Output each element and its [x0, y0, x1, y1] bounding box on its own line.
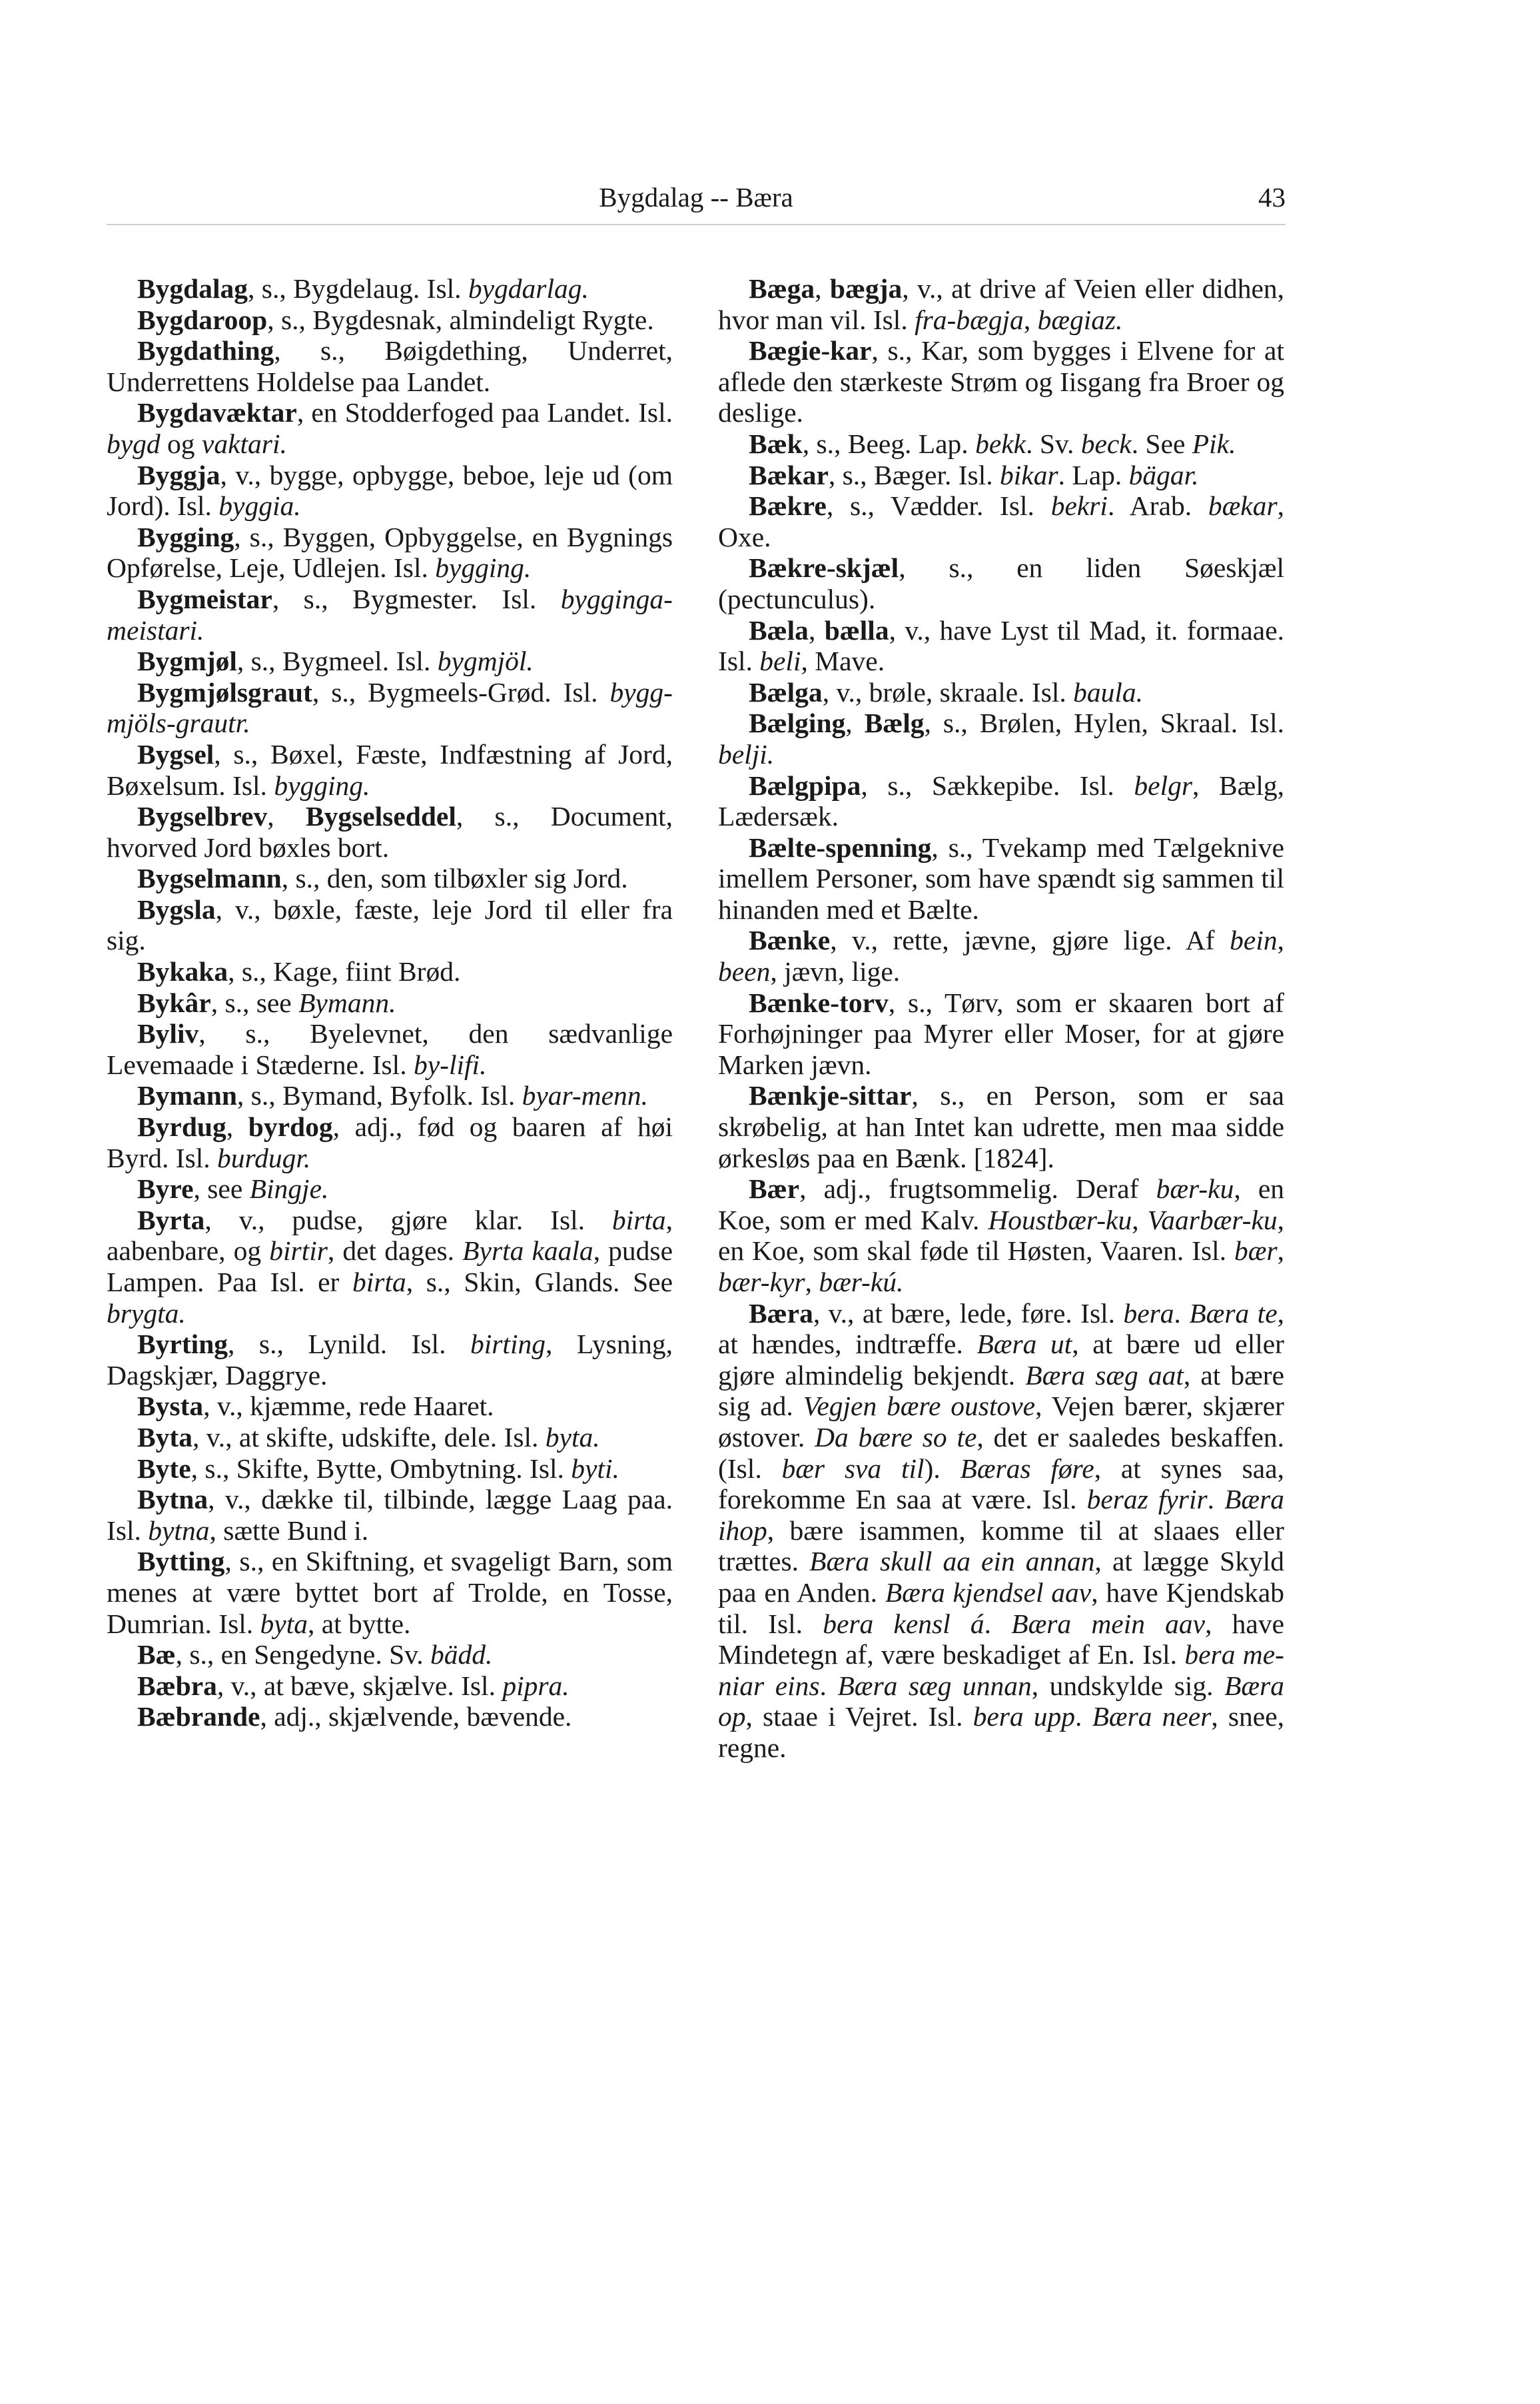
entry-headword: Bækre — [749, 490, 827, 522]
entry-text: , at lægge Skyld paa en Anden. — [718, 1546, 1284, 1608]
dictionary-entry — [718, 708, 1284, 770]
entry-italic-text: bekk — [975, 428, 1026, 459]
entry-text: . — [1075, 1701, 1092, 1732]
entry-italic-text: vaktari. — [201, 428, 287, 459]
entry-headword: Byrting — [137, 1329, 228, 1360]
dictionary-entry — [107, 1701, 673, 1732]
dictionary-entry — [107, 894, 673, 956]
entry-italic-text: fra-bægja — [915, 304, 1024, 335]
entry-headword: Bygdaroop — [137, 304, 268, 335]
dictionary-entry — [107, 677, 673, 739]
dictionary-entry — [107, 1329, 673, 1391]
entry-headword: Bygging — [137, 521, 234, 552]
entry-text: , v., bygge, opbygge, beboe, leje ud (om Jord). Isl. — [107, 459, 673, 522]
dictionary-entry — [107, 1422, 673, 1453]
dictionary-entry — [107, 273, 673, 304]
entry-headword: Byliv — [137, 1018, 199, 1049]
entry-text: , jævn, lige. — [770, 956, 901, 987]
entry-text: , s., Bygmester. Isl. — [272, 583, 561, 614]
dictionary-entry — [107, 1018, 673, 1080]
entry-text: , s., Bøigdething, Underret, Underrettens Holdelse paa Landet. — [107, 335, 673, 397]
entry-italic-text: birting — [470, 1329, 546, 1360]
entry-text: . — [1207, 1484, 1225, 1515]
entry-text: , — [1023, 304, 1038, 335]
entry-italic-text: byti. — [571, 1453, 619, 1484]
entry-headword: Bælte-spenning — [749, 832, 932, 863]
entry-headword: Byggja — [137, 459, 220, 490]
entry-text: , — [267, 801, 306, 832]
dictionary-entry — [107, 335, 673, 397]
entry-italic-text: Bæra sæg unnan — [837, 1670, 1032, 1701]
dictionary-entry — [718, 428, 1284, 460]
entry-italic-text: bägar. — [1128, 459, 1199, 490]
entry-headword: Bytting — [137, 1546, 225, 1577]
entry-text: , en Stodderfoged paa Landet. Isl. — [296, 397, 673, 428]
entry-italic-text: Bæra sæg aat — [1025, 1359, 1184, 1391]
entry-text: , — [845, 708, 865, 739]
entry-text: , — [1277, 925, 1284, 956]
entry-text: , s., Beeg. Lap. — [802, 428, 976, 459]
entry-italic-text: byggia. — [218, 490, 301, 522]
entry-headword: Bækre-skjæl — [749, 552, 899, 584]
entry-text: , adj., fød og baaren af høi Byrd. Isl. — [107, 1111, 673, 1173]
dictionary-entry — [107, 397, 673, 459]
entry-headword: Bygmjøl — [137, 646, 237, 677]
entry-headword: Bykaka — [137, 956, 228, 987]
left-column — [107, 273, 673, 1732]
entry-text: , s., en Sengedyne. Sv. — [175, 1639, 430, 1670]
entry-headword: Byte — [137, 1453, 191, 1484]
dictionary-entry — [107, 1546, 673, 1639]
entry-italic-text: bær-kyr — [718, 1267, 805, 1297]
entry-headword: Bænkje-sittar — [749, 1080, 912, 1111]
entry-italic-text: Byrta kaala — [462, 1235, 593, 1267]
entry-text: , Bælg, Lædersæk. — [718, 770, 1284, 832]
entry-text: , det dages. — [327, 1235, 463, 1267]
entry-text: , s., en liden Søeskjæl (pectunculus). — [718, 552, 1284, 614]
entry-text: , — [815, 273, 830, 304]
entry-text: . Lap. — [1058, 459, 1129, 490]
entry-text: , det er saaledes beskaffen. (Isl. — [718, 1421, 1284, 1484]
entry-text: , Vejen bærer, skjærer østover. — [718, 1391, 1284, 1453]
entry-text: , Lysning, Dagskjær, Daggrye. — [107, 1329, 673, 1391]
entry-italic-text: bær sva til — [781, 1453, 925, 1484]
entry-italic-text: bein — [1230, 925, 1278, 956]
entry-headword: bælla — [824, 614, 889, 646]
entry-italic-text: been — [718, 956, 771, 987]
dictionary-entry — [718, 1080, 1284, 1173]
entry-italic-text: Bæra neer — [1092, 1701, 1212, 1732]
page-number: 43 — [1258, 182, 1286, 213]
entry-text: , have Kjendskab til. Isl. — [718, 1576, 1284, 1639]
entry-italic-text: bera meniar eins — [718, 1639, 1284, 1701]
entry-headword: Bygdalag — [137, 273, 248, 304]
entry-headword: Bælging — [749, 708, 846, 739]
entry-text: , bære isammen, komme til at slaaes eller trættes. — [718, 1514, 1284, 1577]
entry-italic-text: Bæra mein aav — [1011, 1608, 1206, 1639]
dictionary-entry — [718, 490, 1284, 552]
entry-text: , staae i Vejret. Isl. — [745, 1701, 973, 1732]
entry-text: , s., Skin, Glands. See — [406, 1267, 673, 1297]
dictionary-entry — [107, 304, 673, 336]
entry-text: . — [1174, 1297, 1190, 1329]
entry-italic-text: bera — [1123, 1297, 1174, 1329]
entry-text: , v., pudse, gjøre klar. Isl. — [204, 1204, 612, 1235]
dictionary-entry — [718, 273, 1284, 335]
entry-headword: Bæk — [749, 428, 803, 459]
dictionary-entry — [107, 956, 673, 987]
entry-text: , undskylde sig. — [1031, 1670, 1225, 1701]
entry-text: , s., Bygdelaug. Isl. — [248, 273, 468, 304]
entry-text: . See — [1131, 428, 1192, 459]
entry-text: , v., dække til, tilbinde, lægge Laag paa. Isl. — [107, 1484, 673, 1546]
entry-italic-text: birtir — [269, 1235, 328, 1267]
entry-italic-text: Bingje. — [249, 1173, 329, 1205]
entry-italic-text: Da bære so te — [815, 1421, 977, 1453]
entry-headword: Bænke — [749, 925, 831, 956]
entry-text: . — [819, 1670, 838, 1701]
entry-italic-text: belgr — [1134, 770, 1193, 801]
entry-text: , have Mindetegn af, være beskadiget af En. Isl. — [718, 1608, 1285, 1670]
entry-text: , s., Bygdesnak, almindeligt Rygte. — [267, 304, 654, 335]
dictionary-entry — [107, 1391, 673, 1422]
entry-headword: Bæbra — [137, 1670, 217, 1701]
entry-text: , v., kjæmme, rede Haaret. — [203, 1391, 494, 1422]
entry-text: , — [805, 1267, 819, 1297]
entry-text: , s., Sækkepibe. Isl. — [861, 770, 1134, 801]
entry-text: , at bære sig ad. — [718, 1359, 1285, 1422]
entry-italic-text: by-lifi. — [413, 1049, 487, 1080]
entry-text: . — [984, 1608, 1012, 1639]
dictionary-entry — [718, 1173, 1284, 1297]
entry-text: , Mave. — [801, 646, 885, 677]
dictionary-entry — [718, 832, 1284, 925]
entry-headword: byrdog — [248, 1111, 333, 1143]
entry-headword: Bymann — [137, 1080, 237, 1111]
entry-italic-text: Vaarbær-ku — [1147, 1204, 1278, 1235]
entry-headword: Bæbrande — [137, 1701, 260, 1732]
entry-italic-text: belji. — [718, 738, 775, 770]
entry-headword: Bygdavæktar — [137, 397, 297, 428]
entry-headword: Bænke-torv — [749, 987, 889, 1018]
entry-headword: Byrdug — [137, 1111, 226, 1143]
entry-text: , s., Document, hvorved Jord bøxles bort. — [107, 801, 673, 863]
entry-headword: Bæga — [749, 273, 815, 304]
entry-italic-text: bær — [1234, 1235, 1278, 1267]
entry-text: , s., Kage, fiint Brød. — [228, 956, 461, 987]
header-title: Bygdalag -- Bæra — [599, 182, 793, 213]
entry-italic-text: bädd. — [430, 1639, 493, 1670]
entry-text: , s., Bymand, Byfolk. Isl. — [236, 1080, 522, 1111]
entry-italic-text: bygging. — [274, 770, 370, 801]
dictionary-entry — [718, 460, 1284, 491]
entry-headword: Byre — [137, 1173, 194, 1205]
entry-headword: Bæra — [749, 1297, 813, 1329]
entry-italic-text: bikar — [1000, 459, 1058, 490]
entry-text: , s., Tvekamp med Tælgeknive imellem Personer, som have spændt sig sammen til hinanden med et Bælte. — [718, 832, 1284, 925]
dictionary-entry — [718, 925, 1284, 987]
entry-text: , s., Bygmeels-Grød. Isl. — [312, 676, 610, 708]
entry-text: , s., Bygmeel. Isl. — [236, 646, 438, 677]
entry-text: , at bære ud eller gjøre almindelig bekjendt. — [718, 1329, 1285, 1391]
entry-headword: Bygmjølsgraut — [137, 676, 312, 708]
entry-text: , aabenbare, og — [107, 1204, 673, 1267]
dictionary-entry — [107, 987, 673, 1019]
entry-italic-text: Vegjen bære oustove — [803, 1391, 1036, 1422]
dictionary-entry — [718, 677, 1284, 708]
entry-italic-text: burdugr. — [217, 1142, 311, 1173]
entry-italic-text: bekri — [1050, 490, 1108, 522]
entry-text: ). — [924, 1453, 961, 1484]
dictionary-entry — [107, 646, 673, 677]
entry-text: , at synes saa, forekomme En saa at være. Isl. — [718, 1453, 1284, 1515]
entry-text: og — [160, 428, 202, 459]
entry-italic-text: Bæra kjendsel aav — [885, 1576, 1092, 1608]
entry-italic-text: byta — [260, 1608, 308, 1639]
entry-text: , s., Vædder. Isl. — [826, 490, 1051, 522]
entry-headword: Bær — [749, 1173, 800, 1205]
entry-text: , v., at bæve, skjælve. Isl. — [216, 1670, 503, 1701]
entry-text: , — [226, 1111, 248, 1143]
dictionary-entry — [107, 1173, 673, 1205]
entry-headword: Bægie-kar — [749, 335, 872, 366]
entry-text: , s., Tørv, som er skaaren bort af Forhøjninger paa Myrer eller Moser, for at gjøre Marken jævn. — [718, 987, 1284, 1080]
entry-text: , s., Kar, som bygges i Elvene for at aflede den stærkeste Strøm og Iisgang fra Broer og deslige. — [718, 335, 1284, 428]
entry-headword: Bygselbrev — [137, 801, 268, 832]
entry-italic-text: Bæra ut — [976, 1329, 1072, 1360]
entry-text: , s., en Skiftning, et svageligt Barn, som menes at være byttet bort af Trolde, en Tosse, Dumrian. Isl. — [107, 1546, 673, 1639]
dictionary-entry — [107, 801, 673, 863]
entry-italic-text: bækar — [1208, 490, 1278, 522]
entry-headword: Bækar — [749, 459, 829, 490]
entry-text: , s., see — [210, 987, 299, 1018]
entry-headword: Bygsel — [137, 738, 214, 770]
entry-headword: Byta — [137, 1421, 192, 1453]
entry-text: . Arab. — [1107, 490, 1208, 522]
entry-text: , adj., frugtsommelig. Deraf — [799, 1173, 1156, 1205]
dictionary-entry — [718, 615, 1284, 677]
dictionary-entry — [107, 739, 673, 801]
entry-text: , s., en Person, som er saa skrøbelig, at han Intet kan udrette, men maa sidde ørkesløs paa en Bænk. [1824]. — [718, 1080, 1284, 1173]
entry-italic-text: Bæra te — [1189, 1297, 1278, 1329]
entry-italic-text: bera kensl á — [823, 1608, 984, 1639]
entry-text: , s., Byggen, Opbyggelse, en Bygnings Opførelse, Leje, Udlejen. Isl. — [107, 521, 673, 584]
entry-italic-text: Bæra skull aa ein annan — [809, 1546, 1095, 1577]
entry-text: , v., bøxle, fæste, leje Jord til eller fra sig. — [107, 894, 673, 956]
entry-italic-text: bær-kú. — [819, 1267, 904, 1297]
entry-italic-text: Bæra ihop — [718, 1484, 1285, 1546]
entry-italic-text: bygg-mjöls-grautr. — [107, 676, 673, 739]
entry-italic-text: bygging. — [435, 552, 532, 584]
dictionary-entry — [107, 1111, 673, 1173]
entry-italic-text: Pik. — [1192, 428, 1236, 459]
entry-headword: Bygselmann — [137, 863, 282, 894]
entry-italic-text: byar-menn. — [522, 1080, 648, 1111]
entry-italic-text: beraz fyrir — [1086, 1484, 1208, 1515]
dictionary-entry — [718, 770, 1284, 832]
entry-text: , v., have Lyst til Mad, it. formaae. Isl. — [718, 614, 1284, 677]
entry-text: , v., at bære, lede, føre. Isl. — [813, 1297, 1124, 1329]
dictionary-entry — [718, 987, 1284, 1081]
entry-italic-text: bygmjöl. — [437, 646, 534, 677]
entry-text: , — [808, 614, 825, 646]
entry-headword: bægja — [829, 273, 903, 304]
entry-headword: Bæ — [137, 1639, 176, 1670]
entry-headword: Bykâr — [137, 987, 211, 1018]
entry-headword: Bælga — [749, 676, 823, 708]
entry-headword: Bytna — [137, 1484, 208, 1515]
entry-italic-text: baula. — [1073, 676, 1144, 708]
dictionary-entry — [718, 335, 1284, 428]
entry-italic-text: bær-ku — [1156, 1173, 1234, 1205]
entry-text: . Sv. — [1026, 428, 1081, 459]
entry-headword: Bygdathing — [137, 335, 274, 366]
running-header — [107, 180, 1286, 215]
entry-text: , s., Brølen, Hylen, Skraal. Isl. — [924, 708, 1284, 739]
dictionary-entry — [718, 1298, 1284, 1764]
entry-headword: Bysta — [137, 1391, 204, 1422]
right-column — [718, 273, 1284, 1764]
dictionary-entry — [107, 1205, 673, 1329]
dictionary-entry — [107, 1484, 673, 1546]
entry-italic-text: byta. — [545, 1421, 600, 1453]
entry-text: , s., Bøxel, Fæste, Indfæstning af Jord, Bøxelsum. Isl. — [107, 738, 673, 801]
entry-headword: Bygmeistar — [137, 583, 272, 614]
entry-headword: Bælg — [864, 708, 925, 739]
entry-italic-text: beck — [1080, 428, 1132, 459]
entry-italic-text: bytna — [148, 1514, 210, 1546]
entry-text: , at hændes, indtræffe. — [718, 1297, 1284, 1360]
entry-text: , sætte Bund i. — [209, 1514, 369, 1546]
entry-italic-text: bægiaz. — [1037, 304, 1123, 335]
dictionary-entry — [107, 460, 673, 522]
entry-text: , s., Skifte, Bytte, Ombytning. Isl. — [191, 1453, 572, 1484]
dictionary-entry — [718, 552, 1284, 614]
entry-text: , s., den, som tilbøxler sig Jord. — [281, 863, 628, 894]
entry-text: , — [1277, 1235, 1284, 1267]
entry-headword: Bæla — [749, 614, 809, 646]
entry-text: , en Koe, som er med Kalv. — [718, 1173, 1284, 1235]
entry-italic-text: bera upp — [972, 1701, 1076, 1732]
entry-text: , pudse Lampen. Paa Isl. er — [107, 1235, 673, 1297]
header-rule — [107, 224, 1286, 225]
entry-text: , adj., skjælvende, bævende. — [260, 1701, 572, 1732]
entry-text: , see — [193, 1173, 250, 1205]
dictionary-entry — [107, 522, 673, 584]
entry-text: , — [1132, 1204, 1148, 1235]
entry-text: , v., brøle, skraale. Isl. — [822, 676, 1074, 708]
entry-headword: Byrta — [137, 1204, 205, 1235]
entry-italic-text: Houstbær-ku — [988, 1204, 1132, 1235]
dictionary-entry — [107, 1670, 673, 1702]
entry-italic-text: Bæras føre — [960, 1453, 1094, 1484]
entry-text: , v., at drive af Veien eller didhen, hvor man vil. Isl. — [718, 273, 1284, 335]
entry-italic-text: birta — [352, 1267, 406, 1297]
entry-text: , s., Byelevnet, den sædvanlige Levemaade i Stæderne. Isl. — [107, 1018, 673, 1080]
entry-headword: Bælgpipa — [749, 770, 861, 801]
entry-italic-text: bygd — [107, 428, 161, 459]
entry-text: , snee, regne. — [718, 1701, 1284, 1763]
entry-text: , s., Lynild. Isl. — [228, 1329, 470, 1360]
entry-text: , at bytte. — [307, 1608, 411, 1639]
dictionary-entry — [107, 1453, 673, 1485]
entry-headword: Bygselseddel — [305, 801, 456, 832]
entry-text: , s., Bæger. Isl. — [828, 459, 1000, 490]
dictionary-entry — [107, 1639, 673, 1670]
entry-italic-text: Bymann. — [298, 987, 396, 1018]
entry-italic-text: bygginga-meistari. — [107, 583, 673, 646]
entry-italic-text: Bæra op — [718, 1670, 1284, 1732]
entry-italic-text: beli — [759, 646, 801, 677]
dictionary-entry — [107, 863, 673, 894]
entry-headword: Bygsla — [137, 894, 216, 925]
entry-italic-text: bygdarlag. — [468, 273, 589, 304]
entry-text: , en Koe, som skal føde til Høsten, Vaaren. Isl. — [718, 1204, 1285, 1267]
entry-italic-text: brygta. — [107, 1297, 186, 1329]
entry-text: , v., rette, jævne, gjøre lige. Af — [830, 925, 1230, 956]
entry-text: , v., at skifte, udskifte, dele. Isl. — [192, 1421, 546, 1453]
dictionary-entry — [107, 584, 673, 646]
entry-italic-text: pipra. — [502, 1670, 570, 1701]
entry-text: , Oxe. — [718, 490, 1284, 552]
entry-italic-text: birta — [611, 1204, 666, 1235]
dictionary-entry — [107, 1080, 673, 1111]
